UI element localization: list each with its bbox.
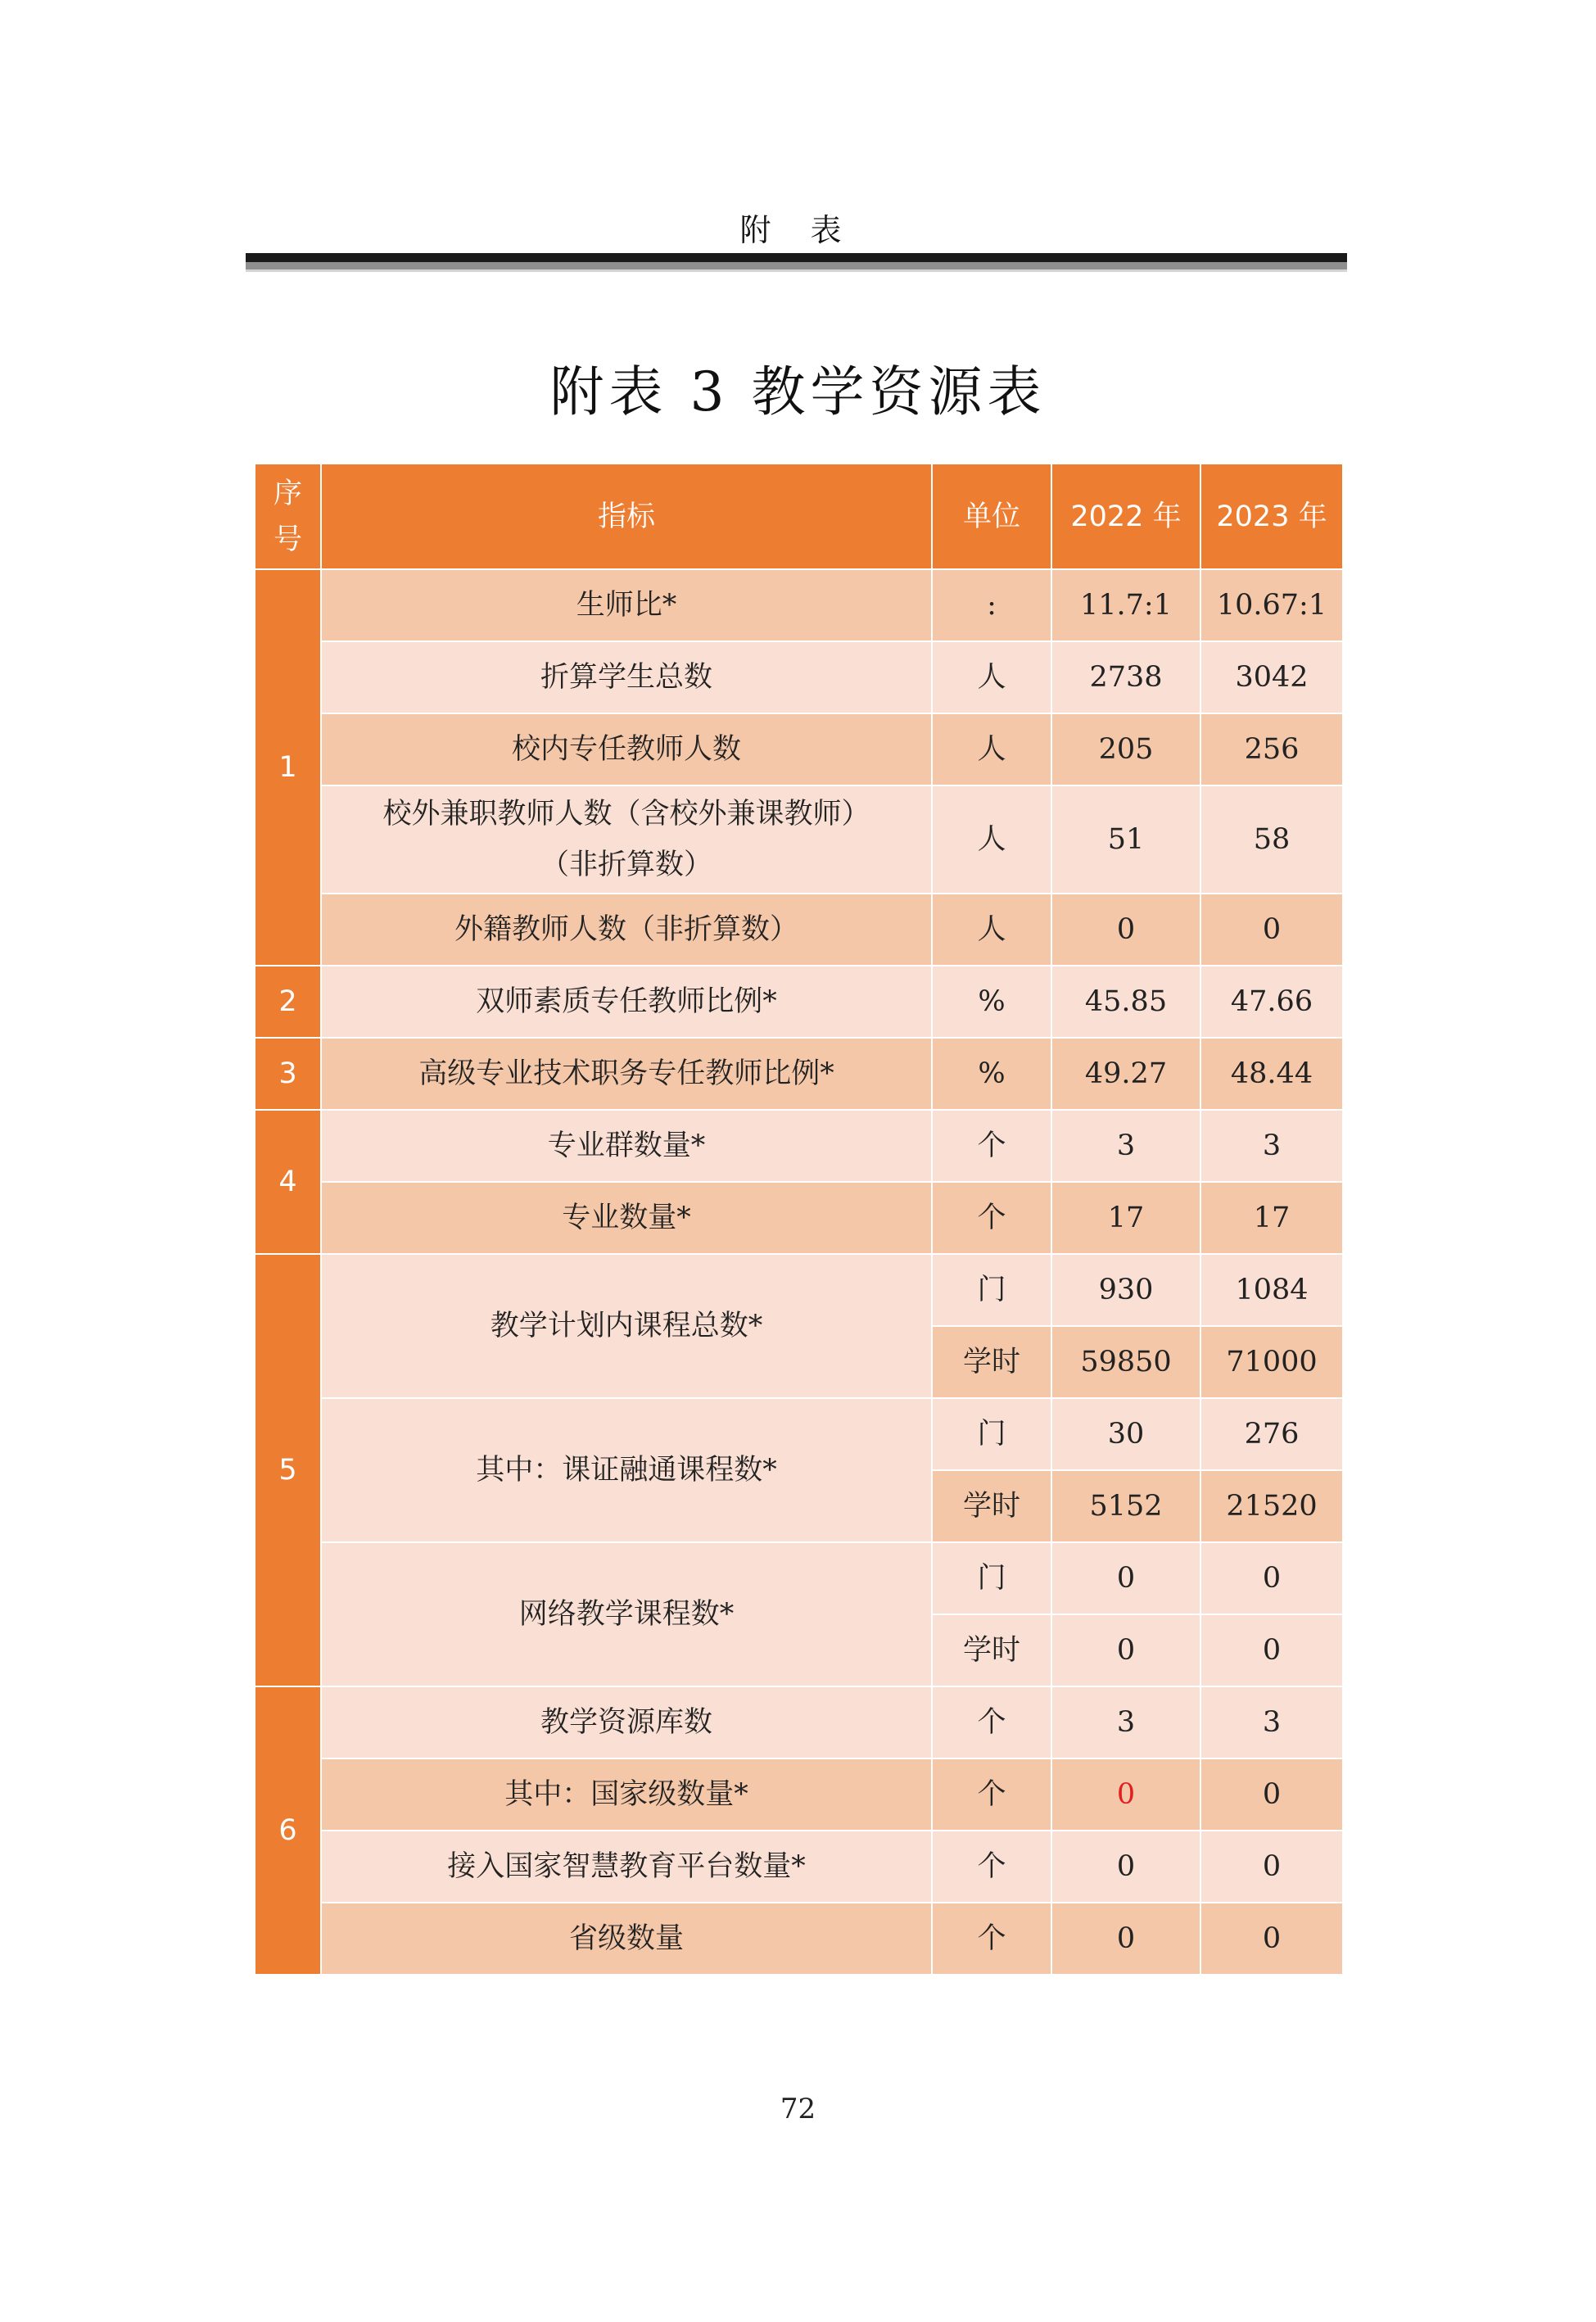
indicator-cell: 折算学生总数 bbox=[321, 641, 932, 713]
table-row bbox=[255, 1758, 1343, 1831]
indicator-cell: 教学资源库数 bbox=[321, 1686, 932, 1758]
table-title: 附表 3 教学资源表 bbox=[549, 360, 1047, 423]
value-2022-cell: 49.27 bbox=[1051, 1038, 1200, 1110]
table-row bbox=[255, 1542, 1343, 1614]
table-row bbox=[255, 1686, 1343, 1758]
seq-cell: 1 bbox=[255, 569, 321, 966]
seq-cell: 5 bbox=[255, 1254, 321, 1686]
table-row bbox=[255, 894, 1343, 966]
unit-cell: 学时 bbox=[932, 1326, 1051, 1398]
header-2023: 2023 年 bbox=[1200, 464, 1343, 569]
value-2023-cell: 276 bbox=[1200, 1398, 1343, 1470]
table-row bbox=[255, 1182, 1343, 1254]
value-2022-cell: 0 bbox=[1051, 1758, 1200, 1831]
seq-cell: 2 bbox=[255, 966, 321, 1038]
unit-cell: 个 bbox=[932, 1831, 1051, 1903]
table-row bbox=[255, 1398, 1343, 1470]
value-2022-cell: 59850 bbox=[1051, 1326, 1200, 1398]
value-2023-cell: 0 bbox=[1200, 894, 1343, 966]
value-2023-cell: 48.44 bbox=[1200, 1038, 1343, 1110]
indicator-line-1: 校外兼职教师人数（含校外兼课教师） bbox=[382, 798, 870, 831]
value-2023-cell: 17 bbox=[1200, 1182, 1343, 1254]
value-2023-cell: 10.67:1 bbox=[1200, 569, 1343, 641]
header-2022: 2022 年 bbox=[1051, 464, 1200, 569]
value-2023-cell: 21520 bbox=[1200, 1470, 1343, 1542]
indicator-cell: 其中：课证融通课程数* bbox=[321, 1398, 932, 1542]
teaching-resource-table bbox=[254, 463, 1344, 1976]
value-2023-cell: 0 bbox=[1200, 1542, 1343, 1614]
value-2022-cell: 45.85 bbox=[1051, 966, 1200, 1038]
value-2022-cell: 0 bbox=[1051, 1614, 1200, 1686]
page-number: 72 bbox=[780, 2093, 816, 2125]
seq-cell: 4 bbox=[255, 1110, 321, 1254]
table-header-row bbox=[255, 464, 1343, 569]
seq-cell: 6 bbox=[255, 1686, 321, 1975]
table-row bbox=[255, 1038, 1343, 1110]
unit-cell: 个 bbox=[932, 1758, 1051, 1831]
header-seq bbox=[255, 464, 321, 569]
table-row bbox=[255, 641, 1343, 713]
indicator-cell: 专业数量* bbox=[321, 1182, 932, 1254]
running-header: 附 表 bbox=[739, 212, 857, 248]
unit-cell: 个 bbox=[932, 1903, 1051, 1975]
value-2023-cell: 256 bbox=[1200, 713, 1343, 785]
table-row bbox=[255, 1903, 1343, 1975]
value-2022-cell: 51 bbox=[1051, 785, 1200, 894]
value-2022-cell: 205 bbox=[1051, 713, 1200, 785]
value-2023-cell: 0 bbox=[1200, 1831, 1343, 1903]
indicator-cell: 外籍教师人数（非折算数） bbox=[321, 894, 932, 966]
header-unit: 单位 bbox=[932, 464, 1051, 569]
unit-cell: 个 bbox=[932, 1110, 1051, 1182]
table-row bbox=[255, 713, 1343, 785]
header-indicator: 指标 bbox=[321, 464, 932, 569]
indicator-cell bbox=[321, 785, 932, 894]
value-2023-cell: 0 bbox=[1200, 1614, 1343, 1686]
unit-cell: 人 bbox=[932, 894, 1051, 966]
value-2022-cell: 930 bbox=[1051, 1254, 1200, 1326]
value-2023-cell: 3042 bbox=[1200, 641, 1343, 713]
indicator-cell: 其中：国家级数量* bbox=[321, 1758, 932, 1831]
unit-cell: 人 bbox=[932, 641, 1051, 713]
value-2022-cell: 0 bbox=[1051, 1903, 1200, 1975]
indicator-cell: 高级专业技术职务专任教师比例* bbox=[321, 1038, 932, 1110]
table-row bbox=[255, 966, 1343, 1038]
table-row bbox=[255, 569, 1343, 641]
value-2022-cell: 0 bbox=[1051, 1542, 1200, 1614]
value-2023-cell: 47.66 bbox=[1200, 966, 1343, 1038]
value-2022-cell: 11.7:1 bbox=[1051, 569, 1200, 641]
header-rule-highlight bbox=[246, 269, 1347, 272]
unit-cell: 门 bbox=[932, 1398, 1051, 1470]
value-2022-cell: 2738 bbox=[1051, 641, 1200, 713]
table-row bbox=[255, 785, 1343, 894]
unit-cell: : bbox=[932, 569, 1051, 641]
header-seq-line2: 号 bbox=[273, 523, 302, 556]
table-row bbox=[255, 1831, 1343, 1903]
value-2023-cell: 3 bbox=[1200, 1110, 1343, 1182]
value-2022-cell: 30 bbox=[1051, 1398, 1200, 1470]
indicator-cell: 校内专任教师人数 bbox=[321, 713, 932, 785]
value-2022-cell: 3 bbox=[1051, 1686, 1200, 1758]
unit-cell: 个 bbox=[932, 1182, 1051, 1254]
unit-cell: 人 bbox=[932, 785, 1051, 894]
indicator-cell: 接入国家智慧教育平台数量* bbox=[321, 1831, 932, 1903]
header-rule bbox=[246, 253, 1347, 262]
value-2022-cell: 17 bbox=[1051, 1182, 1200, 1254]
unit-cell: % bbox=[932, 1038, 1051, 1110]
unit-cell: 门 bbox=[932, 1542, 1051, 1614]
value-2023-cell: 0 bbox=[1200, 1758, 1343, 1831]
value-2022-cell: 0 bbox=[1051, 894, 1200, 966]
unit-cell: 学时 bbox=[932, 1614, 1051, 1686]
unit-cell: % bbox=[932, 966, 1051, 1038]
unit-cell: 学时 bbox=[932, 1470, 1051, 1542]
value-2022-cell: 0 bbox=[1051, 1831, 1200, 1903]
unit-cell: 门 bbox=[932, 1254, 1051, 1326]
header-seq-line1: 序 bbox=[273, 477, 302, 510]
indicator-cell: 教学计划内课程总数* bbox=[321, 1254, 932, 1398]
value-2023-cell: 71000 bbox=[1200, 1326, 1343, 1398]
indicator-cell: 专业群数量* bbox=[321, 1110, 932, 1182]
unit-cell: 个 bbox=[932, 1686, 1051, 1758]
value-2023-cell: 1084 bbox=[1200, 1254, 1343, 1326]
table-row bbox=[255, 1110, 1343, 1182]
indicator-cell: 生师比* bbox=[321, 569, 932, 641]
unit-cell: 人 bbox=[932, 713, 1051, 785]
indicator-line-2: （非折算数） bbox=[540, 849, 712, 881]
header-rule-shadow bbox=[246, 262, 1347, 269]
value-2022-cell: 3 bbox=[1051, 1110, 1200, 1182]
indicator-cell: 省级数量 bbox=[321, 1903, 932, 1975]
seq-cell: 3 bbox=[255, 1038, 321, 1110]
value-2023-cell: 0 bbox=[1200, 1903, 1343, 1975]
table-row bbox=[255, 1254, 1343, 1326]
value-2023-cell: 58 bbox=[1200, 785, 1343, 894]
indicator-cell: 双师素质专任教师比例* bbox=[321, 966, 932, 1038]
value-2022-cell: 5152 bbox=[1051, 1470, 1200, 1542]
indicator-cell: 网络教学课程数* bbox=[321, 1542, 932, 1686]
value-2023-cell: 3 bbox=[1200, 1686, 1343, 1758]
